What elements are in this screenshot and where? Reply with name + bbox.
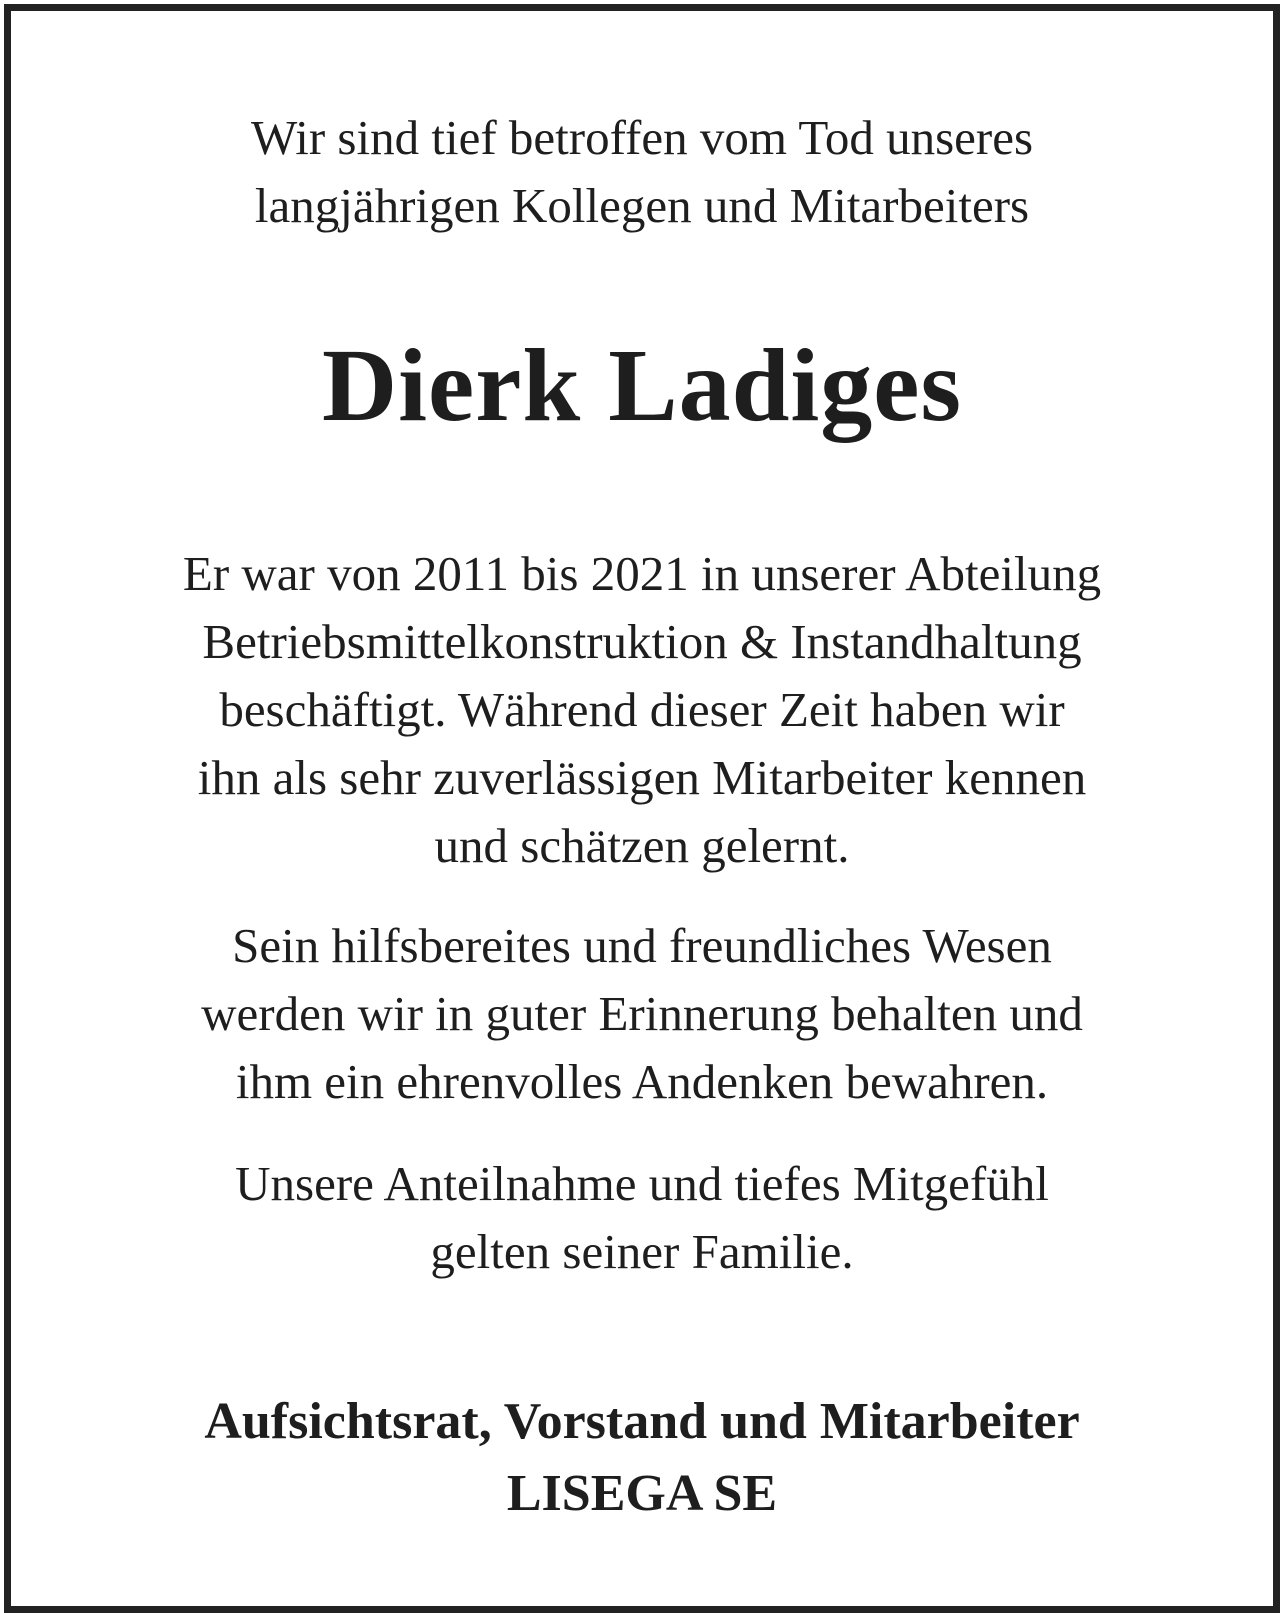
paragraph-condolence bbox=[11, 1150, 1273, 1286]
paragraph-employment bbox=[11, 540, 1273, 880]
paragraph-line: werden wir in guter Erinnerung behalten und bbox=[201, 986, 1083, 1041]
paragraph-line: und schätzen gelernt. bbox=[434, 818, 850, 873]
signature-block bbox=[11, 1386, 1273, 1530]
paragraph-line: Unsere Anteilnahme und tiefes Mitgefühl bbox=[235, 1156, 1049, 1211]
paragraph-line: Er war von 2011 bis 2021 in unserer Abteilung bbox=[182, 546, 1102, 601]
paragraph-remembrance bbox=[11, 912, 1273, 1116]
signature-line: Aufsichtsrat, Vorstand und Mitarbeiter bbox=[204, 1393, 1080, 1450]
deceased-name: Dierk Ladiges bbox=[322, 328, 962, 443]
paragraph-line: gelten seiner Familie. bbox=[430, 1224, 854, 1279]
paragraph-line: beschäftigt. Während dieser Zeit haben wir bbox=[219, 682, 1065, 737]
paragraph-line: Sein hilfsbereites und freundliches Wesen bbox=[232, 918, 1052, 973]
intro-text bbox=[11, 104, 1273, 240]
paragraph-line: ihn als sehr zuverlässigen Mitarbeiter kennen bbox=[197, 750, 1087, 805]
paragraph-line: ihm ein ehrenvolles Andenken bewahren. bbox=[235, 1054, 1049, 1109]
obituary-frame bbox=[4, 4, 1280, 1613]
paragraph-line: Betriebsmittelkonstruktion & Instandhaltung bbox=[202, 614, 1082, 669]
intro-line: langjährigen Kollegen und Mitarbeiters bbox=[254, 178, 1030, 233]
intro-line: Wir sind tief betroffen vom Tod unseres bbox=[250, 110, 1034, 165]
company-name: LISEGA SE bbox=[506, 1465, 778, 1522]
